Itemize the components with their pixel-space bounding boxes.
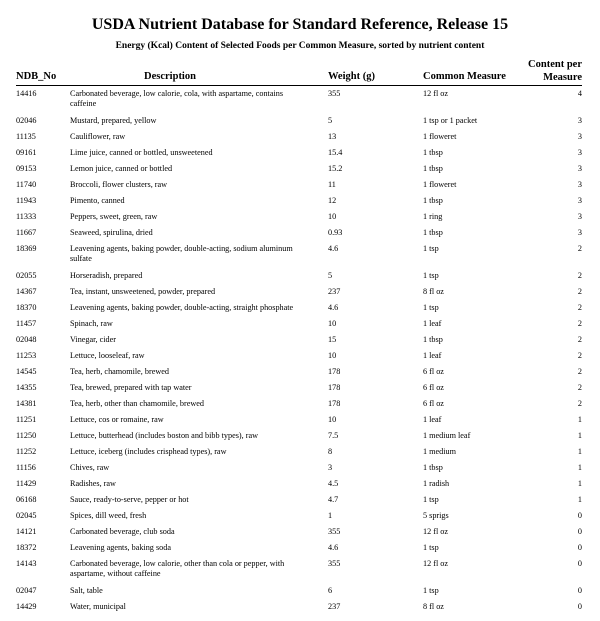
table-row: [0, 228, 600, 244]
ndb-cell: 14545: [16, 367, 37, 376]
measure-cell: 8 fl oz: [423, 602, 444, 611]
table-row: [0, 559, 600, 586]
ndb-cell: 11429: [16, 479, 37, 488]
ndb-cell: 09153: [16, 164, 37, 173]
content-cell: 4: [577, 89, 582, 98]
table-row: [0, 447, 600, 463]
ndb-cell: 11333: [16, 212, 37, 221]
content-cell: 3: [577, 164, 582, 173]
weight-cell: 12: [328, 196, 337, 205]
ndb-cell: 14429: [16, 602, 37, 611]
content-cell: 2: [577, 367, 582, 376]
ndb-cell: 14121: [16, 527, 37, 536]
table-row: [0, 431, 600, 447]
table-row: [0, 132, 600, 148]
measure-cell: 1 tbsp: [423, 196, 443, 205]
table-row: [0, 399, 600, 415]
measure-cell: 5 sprigs: [423, 511, 449, 520]
ndb-cell: 11156: [16, 463, 36, 472]
ndb-cell: 02046: [16, 116, 37, 125]
table-row: [0, 303, 600, 319]
weight-cell: 1: [328, 511, 333, 520]
description-cell: Lettuce, iceberg (includes crisphead types), raw: [70, 447, 227, 456]
description-cell: Lettuce, looseleaf, raw: [70, 351, 145, 360]
weight-cell: 237: [328, 287, 341, 296]
ndb-cell: 09161: [16, 148, 37, 157]
measure-cell: 1 tbsp: [423, 463, 443, 472]
content-cell: 0: [577, 527, 582, 536]
description-cell: Leavening agents, baking powder, double-acting, sodium aluminum sulfate: [70, 244, 293, 263]
content-cell: 2: [577, 303, 582, 312]
weight-cell: 10: [328, 319, 337, 328]
weight-cell: 11: [328, 180, 336, 189]
content-cell: 3: [577, 132, 582, 141]
measure-cell: 1 medium leaf: [423, 431, 471, 440]
description-cell: Water, municipal: [70, 602, 126, 611]
content-cell: 1: [577, 463, 582, 472]
table-row: [0, 271, 600, 287]
measure-cell: 1 tbsp: [423, 148, 443, 157]
description-cell: Tea, herb, other than chamomile, brewed: [70, 399, 205, 408]
table-row: [0, 335, 600, 351]
ndb-cell: 14355: [16, 383, 37, 392]
weight-cell: 4.6: [328, 244, 339, 253]
header-rule: [16, 85, 582, 86]
measure-cell: 6 fl oz: [423, 399, 444, 408]
description-cell: Seaweed, spirulina, dried: [70, 228, 153, 237]
content-cell: 1: [577, 415, 582, 424]
measure-cell: 1 tsp: [423, 244, 439, 253]
description-cell: Leavening agents, baking soda: [70, 543, 171, 552]
ndb-cell: 18372: [16, 543, 37, 552]
measure-cell: 12 fl oz: [423, 527, 449, 536]
nutrient-table-body: [0, 89, 600, 618]
measure-cell: 1 leaf: [423, 351, 442, 360]
header-ndb-no: NDB_No: [16, 71, 57, 82]
weight-cell: 3: [328, 463, 333, 472]
weight-cell: 6: [328, 586, 333, 595]
description-cell: Chives, raw: [70, 463, 110, 472]
content-cell: 1: [577, 495, 582, 504]
ndb-cell: 14416: [16, 89, 37, 98]
measure-cell: 6 fl oz: [423, 367, 444, 376]
table-row: [0, 367, 600, 383]
description-cell: Tea, herb, chamomile, brewed: [70, 367, 169, 376]
ndb-cell: 11250: [16, 431, 37, 440]
measure-cell: 8 fl oz: [423, 287, 444, 296]
measure-cell: 1 tsp: [423, 495, 439, 504]
weight-cell: 4.5: [328, 479, 339, 488]
table-row: [0, 415, 600, 431]
table-row: [0, 602, 600, 618]
page-subtitle: Energy (Kcal) Content of Selected Foods per Common Measure, sorted by nutrient content: [115, 41, 485, 51]
measure-cell: 1 tbsp: [423, 164, 443, 173]
content-cell: 2: [577, 335, 582, 344]
weight-cell: 178: [328, 367, 341, 376]
measure-cell: 1 tbsp: [423, 228, 443, 237]
description-cell: Pimento, canned: [70, 196, 125, 205]
table-row: [0, 89, 600, 116]
weight-cell: 5: [328, 271, 333, 280]
description-cell: Radishes, raw: [70, 479, 116, 488]
table-row: [0, 527, 600, 543]
description-cell: Vinegar, cider: [70, 335, 117, 344]
ndb-cell: 11740: [16, 180, 37, 189]
measure-cell: 12 fl oz: [423, 89, 449, 98]
description-cell: Spices, dill weed, fresh: [70, 511, 147, 520]
weight-cell: 4.7: [328, 495, 339, 504]
table-row: [0, 196, 600, 212]
measure-cell: 1 tsp: [423, 543, 439, 552]
content-cell: 1: [577, 431, 582, 440]
ndb-cell: 11457: [16, 319, 37, 328]
table-row: [0, 351, 600, 367]
description-cell: Lemon juice, canned or bottled: [70, 164, 173, 173]
ndb-cell: 14381: [16, 399, 37, 408]
measure-cell: 1 tsp: [423, 586, 439, 595]
description-cell: Peppers, sweet, green, raw: [70, 212, 158, 221]
table-row: [0, 148, 600, 164]
table-row: [0, 586, 600, 602]
ndb-cell: 18370: [16, 303, 37, 312]
measure-cell: 1 tbsp: [423, 335, 443, 344]
ndb-cell: 11943: [16, 196, 37, 205]
measure-cell: 1 leaf: [423, 319, 442, 328]
ndb-cell: 02045: [16, 511, 37, 520]
weight-cell: 355: [328, 559, 341, 568]
ndb-cell: 14367: [16, 287, 37, 296]
header-content-per-measure: Content per Measure: [528, 59, 582, 83]
weight-cell: 10: [328, 212, 337, 221]
measure-cell: 1 floweret: [423, 132, 457, 141]
measure-cell: 1 leaf: [423, 415, 442, 424]
content-cell: 2: [577, 287, 582, 296]
weight-cell: 10: [328, 415, 337, 424]
description-cell: Lettuce, cos or romaine, raw: [70, 415, 164, 424]
measure-cell: 1 medium: [423, 447, 456, 456]
table-row: [0, 287, 600, 303]
page-title: USDA Nutrient Database for Standard Reference, Release 15: [91, 16, 509, 33]
ndb-cell: 06168: [16, 495, 37, 504]
table-row: [0, 319, 600, 335]
table-row: [0, 543, 600, 559]
weight-cell: 237: [328, 602, 341, 611]
description-cell: Lettuce, butterhead (includes boston and bibb types), raw: [70, 431, 259, 440]
ndb-cell: 11667: [16, 228, 37, 237]
table-row: [0, 463, 600, 479]
weight-cell: 13: [328, 132, 337, 141]
description-cell: Spinach, raw: [70, 319, 113, 328]
description-cell: Leavening agents, baking powder, double-acting, straight phosphate: [70, 303, 294, 312]
table-row: [0, 180, 600, 196]
header-weight: Weight (g): [328, 71, 375, 82]
weight-cell: 355: [328, 527, 341, 536]
table-row: [0, 164, 600, 180]
ndb-cell: 02047: [16, 586, 37, 595]
content-cell: 0: [577, 559, 582, 568]
measure-cell: 1 tsp: [423, 303, 439, 312]
table-row: [0, 383, 600, 399]
content-cell: 3: [577, 116, 582, 125]
description-cell: Mustard, prepared, yellow: [70, 116, 157, 125]
description-cell: Carbonated beverage, low calorie, other than cola or pepper, with aspartame, without caffeine: [70, 559, 285, 578]
weight-cell: 355: [328, 89, 341, 98]
description-cell: Salt, table: [70, 586, 103, 595]
header-description: Description: [144, 71, 196, 82]
table-row: [0, 495, 600, 511]
weight-cell: 15.2: [328, 164, 343, 173]
content-cell: 2: [577, 271, 582, 280]
measure-cell: 1 ring: [423, 212, 443, 221]
weight-cell: 4.6: [328, 303, 339, 312]
weight-cell: 178: [328, 399, 341, 408]
table-row: [0, 511, 600, 527]
measure-cell: 1 tsp or 1 packet: [423, 116, 478, 125]
content-cell: 2: [577, 351, 582, 360]
measure-cell: 1 floweret: [423, 180, 457, 189]
ndb-cell: 14143: [16, 559, 37, 568]
weight-cell: 0.93: [328, 228, 343, 237]
measure-cell: 12 fl oz: [423, 559, 449, 568]
description-cell: Broccoli, flower clusters, raw: [70, 180, 168, 189]
content-cell: 2: [577, 399, 582, 408]
description-cell: Lime juice, canned or bottled, unsweetened: [70, 148, 213, 157]
table-row: [0, 244, 600, 271]
content-cell: 3: [577, 212, 582, 221]
weight-cell: 10: [328, 351, 337, 360]
ndb-cell: 18369: [16, 244, 37, 253]
measure-cell: 1 radish: [423, 479, 450, 488]
weight-cell: 4.6: [328, 543, 339, 552]
weight-cell: 15: [328, 335, 337, 344]
measure-cell: 1 tsp: [423, 271, 439, 280]
content-cell: 3: [577, 180, 582, 189]
ndb-cell: 11251: [16, 415, 37, 424]
content-cell: 3: [577, 196, 582, 205]
table-row: [0, 212, 600, 228]
weight-cell: 8: [328, 447, 333, 456]
content-cell: 0: [577, 602, 582, 611]
ndb-cell: 11135: [16, 132, 36, 141]
table-row: [0, 479, 600, 495]
weight-cell: 178: [328, 383, 341, 392]
description-cell: Tea, brewed, prepared with tap water: [70, 383, 192, 392]
content-cell: 2: [577, 319, 582, 328]
header-common-measure: Common Measure: [423, 71, 506, 82]
description-cell: Tea, instant, unsweetened, powder, prepared: [70, 287, 216, 296]
ndb-cell: 11253: [16, 351, 37, 360]
ndb-cell: 02048: [16, 335, 37, 344]
content-cell: 2: [577, 244, 582, 253]
description-cell: Carbonated beverage, club soda: [70, 527, 175, 536]
content-cell: 3: [577, 228, 582, 237]
ndb-cell: 02055: [16, 271, 37, 280]
content-cell: 2: [577, 383, 582, 392]
content-cell: 1: [577, 447, 582, 456]
ndb-cell: 11252: [16, 447, 37, 456]
content-cell: 0: [577, 511, 582, 520]
measure-cell: 6 fl oz: [423, 383, 444, 392]
description-cell: Cauliflower, raw: [70, 132, 126, 141]
description-cell: Sauce, ready-to-serve, pepper or hot: [70, 495, 189, 504]
content-cell: 1: [577, 479, 582, 488]
weight-cell: 15.4: [328, 148, 343, 157]
weight-cell: 7.5: [328, 431, 339, 440]
content-cell: 0: [577, 586, 582, 595]
table-row: [0, 116, 600, 132]
description-cell: Horseradish, prepared: [70, 271, 143, 280]
content-cell: 3: [577, 148, 582, 157]
weight-cell: 5: [328, 116, 333, 125]
description-cell: Carbonated beverage, low calorie, cola, with aspartame, contains caffeine: [70, 89, 284, 108]
content-cell: 0: [577, 543, 582, 552]
